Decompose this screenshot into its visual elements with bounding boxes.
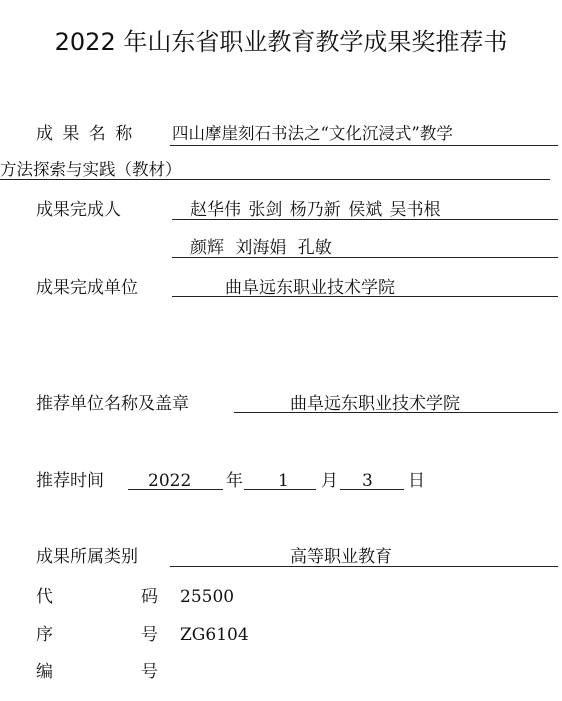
number-label <box>36 662 158 682</box>
recommending-unit-underline <box>234 412 558 413</box>
category-underline <box>170 566 558 567</box>
completers-line2: 颜辉 刘海娟 孔敏 <box>190 238 332 258</box>
serial-label-a: 序 <box>36 625 53 645</box>
completing-unit-underline <box>172 296 558 297</box>
completers-underline-1 <box>172 219 558 220</box>
recommend-date-year-unit: 年 <box>226 471 243 491</box>
code-label-a: 代 <box>36 587 53 607</box>
completers-underline-2 <box>172 257 558 258</box>
achievement-name-underline-1 <box>170 145 558 146</box>
number-label-a: 编 <box>36 662 53 682</box>
recommending-unit-value: 曲阜远东职业技术学院 <box>290 394 460 414</box>
completing-unit-value: 曲阜远东职业技术学院 <box>225 278 395 298</box>
recommend-date-label: 推荐时间 <box>36 471 104 491</box>
serial-label-b: 号 <box>141 625 158 645</box>
achievement-name-underline-2 <box>0 179 550 180</box>
recommend-date-day-underline <box>340 489 404 490</box>
document-title: 2022 年山东省职业教育教学成果奖推荐书 <box>54 28 508 56</box>
serial-value: ZG6104 <box>180 625 249 645</box>
achievement-name-line1: 四山摩崖刻石书法之“文化沉浸式”教学 <box>172 124 453 143</box>
completers-line1: 赵华伟 张剑 杨乃新 侯斌 吴书根 <box>190 200 441 220</box>
completing-unit-label: 成果完成单位 <box>36 278 138 298</box>
achievement-name-line2: 方法探索与实践（教材） <box>0 160 182 179</box>
recommend-date-day-unit: 日 <box>408 471 425 491</box>
category-value: 高等职业教育 <box>290 547 392 567</box>
recommend-date-day: 3 <box>362 471 373 491</box>
code-label <box>36 587 158 607</box>
number-label-b: 号 <box>141 662 158 682</box>
recommend-date-year-underline <box>128 489 223 490</box>
serial-label <box>36 625 158 645</box>
achievement-name-label: 成 果 名 称 <box>36 124 135 144</box>
recommend-date-month-underline <box>244 489 316 490</box>
code-value: 25500 <box>180 587 235 607</box>
recommend-date-month: 1 <box>278 471 289 491</box>
completers-label: 成果完成人 <box>36 200 121 220</box>
category-label: 成果所属类别 <box>36 547 138 567</box>
recommend-date-month-unit: 月 <box>321 471 338 491</box>
code-label-b: 码 <box>141 587 158 607</box>
recommend-date-year: 2022 <box>148 471 192 491</box>
recommending-unit-label: 推荐单位名称及盖章 <box>36 394 189 414</box>
